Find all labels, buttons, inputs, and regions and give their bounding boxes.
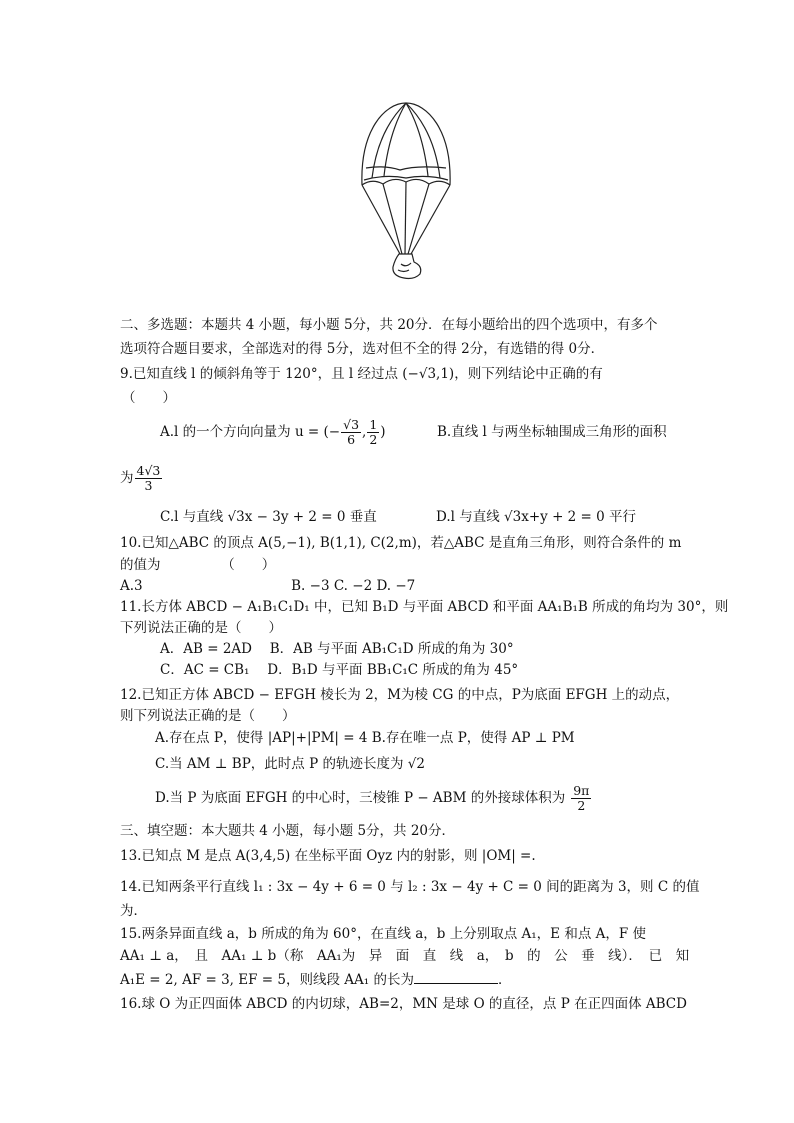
q9-a-num2: 1 xyxy=(369,417,378,432)
q10-line2: 的值为 （ ） xyxy=(120,557,276,573)
q11-line1: 11.长方体 ABCD − A₁B₁C₁D₁ 中，已知 B₁D 与平面 ABCD 和平面 AA₁B₁B 所成的角均为 30°，则 xyxy=(120,599,729,615)
q15-line3: A₁E = 2, AF = 3, EF = 5，则线段 AA₁ 的长为 ． xyxy=(120,972,512,988)
q11-options-ab: A．AB = 2AD B．AB 与平面 AB₁C₁D 所成的角为 30° xyxy=(160,641,514,657)
q14-line2: 为． xyxy=(120,903,147,919)
q9-option-d: D.l 与直线 √3x+y + 2 = 0 平行 xyxy=(436,509,637,525)
q15-line1: 15.两条异面直线 a，b 所成的角为 60°，在直线 a，b 上分别取点 A₁，E 和点 A，F 使 xyxy=(120,926,647,942)
q12-options-ab: A.存在点 P，使得 |AP|+|PM| = 4 B.存在唯一点 P，使得 AP ⊥ PM xyxy=(155,730,575,746)
q11-options-cd: C．AC = CB₁ D．B₁D 与平面 BB₁C₁C 所成的角为 45° xyxy=(160,662,519,678)
q12-line1: 12.已知正方体 ABCD − EFGH 棱长为 2，M为棱 CG 的中点，P为底面 EFGH 上的动点， xyxy=(120,687,680,703)
q9-a-den2: 2 xyxy=(369,432,378,447)
q13-text: 13.已知点 M 是点 A(3,4,5) 在坐标平面 Oyz 内的射影，则 |OM| =. xyxy=(120,848,536,864)
q10-options: A.3 B. −3 C. −2 D. −7 xyxy=(120,578,416,594)
q9-option-c: C.l 与直线 √3x − 3y + 2 = 0 垂直 xyxy=(160,509,377,525)
q9-b-den: 3 xyxy=(144,478,153,493)
q12-d-den: 2 xyxy=(577,798,586,813)
q10-line1: 10.已知△ABC 的顶点 A(5,−1), B(1,1), C(2,m)，若△ABC 是直角三角形，则符合条件的 m xyxy=(120,535,682,551)
q9-a-num1: √3 xyxy=(343,417,360,432)
q9-a-den1: 6 xyxy=(347,432,356,447)
parachute-illustration xyxy=(0,0,794,300)
q12-option-c: C.当 AM ⊥ BP，此时点 P 的轨迹长度为 √2 xyxy=(155,756,425,772)
section2-heading-line1: 二、多选题：本题共 4 小题，每小题 5分，共 20分．在每小题给出的四个选项中，有多个 xyxy=(120,317,658,333)
q12-line2: 则下列说法正确的是（ ） xyxy=(120,708,296,724)
q9-b-num: 4√3 xyxy=(136,463,161,478)
q9-option-b-continued: 为 $\frac{4√3}{3}$ xyxy=(120,463,161,493)
section2-heading-line2: 选项符合题目要求，全部选对的得 5分，选对但不全的得 2分，有选错的得 0分． xyxy=(120,341,605,357)
q14-line1: 14.已知两条平行直线 l₁ : 3x − 4y + 6 = 0 与 l₂ : 3x − 4y + C = 0 间的距离为 3，则 C 的值 xyxy=(120,879,700,895)
q9-option-a: A.l 的一个方向向量为 u = (− $\frac{√3}{6}$ , $\frac{1}{2}$ ) xyxy=(160,417,386,447)
q11-line2: 下列说法正确的是（ ） xyxy=(120,620,282,636)
section3-heading: 三、填空题：本大题共 4 小题，每小题 5分，共 20分． xyxy=(120,823,456,839)
q15-line2: AA₁ ⊥ a， 且 AA₁ ⊥ b（称 AA₁为 异 面 直 线 a， b 的 公 垂 线）． 已 知 xyxy=(120,948,690,964)
q9-option-b: B.直线 l 与两坐标轴围成三角形的面积 xyxy=(437,424,667,440)
q16-line1: 16.球 O 为正四面体 ABCD 的内切球，AB=2，MN 是球 O 的直径，点 P 在正四面体 ABCD xyxy=(120,996,687,1012)
q12-d-num: 9π xyxy=(573,783,590,798)
q9-paren: （ ） xyxy=(122,390,176,406)
q15-answer-blank[interactable] xyxy=(414,971,498,984)
q9-stem: 9.已知直线 l 的倾斜角等于 120°，且 l 经过点 (−√3,1)，则下列结论中正确的有 xyxy=(120,366,603,382)
q12-option-d: D.当 P 为底面 EFGH 的中心时，三棱锥 P − ABM 的外接球体积为 $\frac{9\pi}{2}$ xyxy=(155,783,590,813)
